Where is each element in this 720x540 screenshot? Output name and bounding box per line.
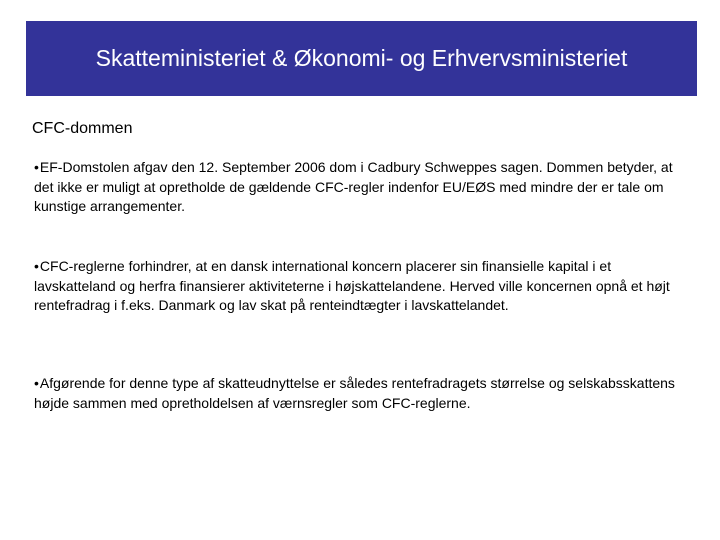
bullet-text: CFC-reglerne forhindrer, at en dansk international koncern placerer sin finansielle kapital i et lavskatteland og herfra finansierer aktiviteterne i højskattelandene. Herved ville koncernen opnå et højt rentefradrag i f.eks. Danmark og lav skat på renteindtægter i lavskattelandet.: [34, 258, 670, 313]
bullet-marker: •: [34, 159, 39, 175]
bullet-marker: •: [34, 375, 39, 391]
bullet-text: Afgørende for denne type af skatteudnyttelse er således rentefradragets størrelse og selskabsskattens højde sammen med opretholdelsen af værnsregler som CFC-reglerne.: [34, 375, 675, 411]
bullet-point: [34, 158, 694, 217]
slide-title: Skatteministeriet & Økonomi- og Erhvervsministeriet: [95, 45, 628, 71]
bullet-marker: •: [34, 258, 39, 274]
bullet-text: EF-Domstolen afgav den 12. September 2006 dom i Cadbury Schweppes sagen. Dommen betyder, at det ikke er muligt at opretholde de gældende CFC-regler indenfor EU/EØS med mindre der er tale om kunstige arrangementer.: [34, 159, 673, 214]
title-banner: [26, 21, 697, 96]
section-heading: CFC-dommen: [32, 120, 133, 137]
bullet-point: [34, 374, 694, 413]
bullet-point: [34, 257, 694, 316]
